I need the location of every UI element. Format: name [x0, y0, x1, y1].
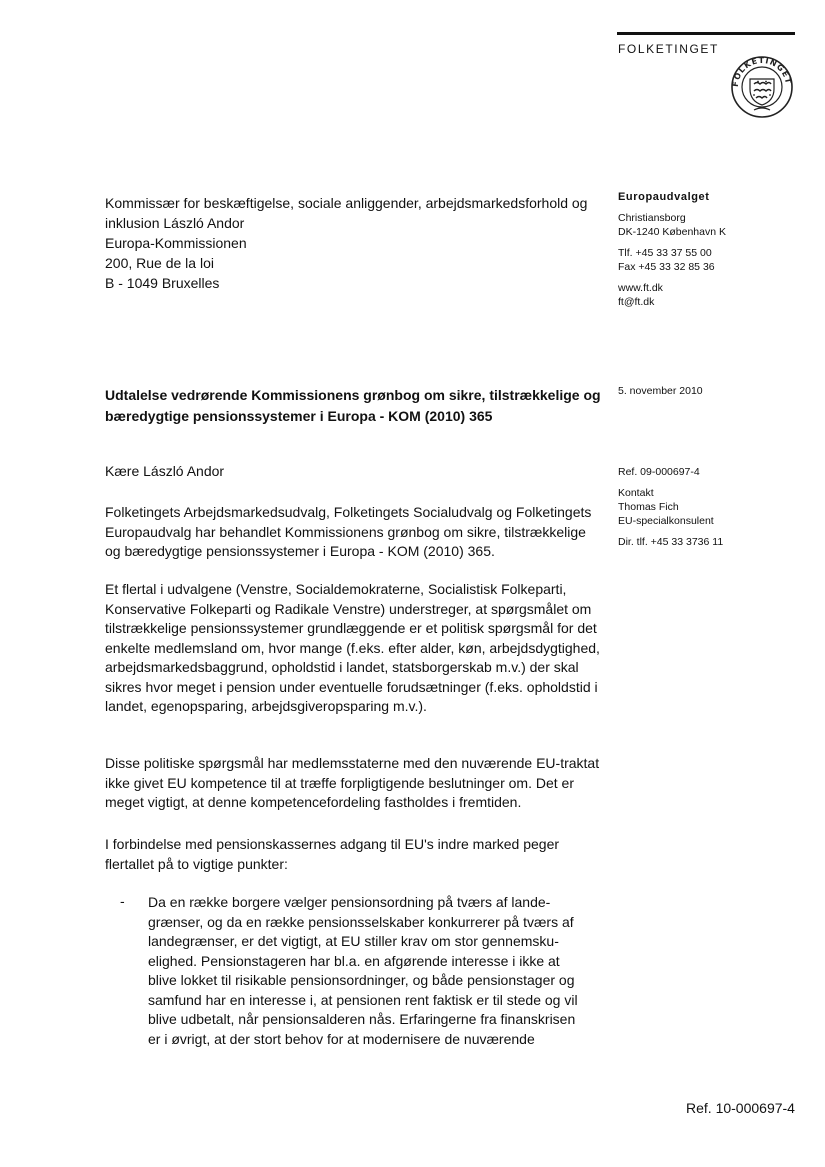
recipient-line: Kommissær for beskæftigelse, sociale anliggender, arbejdsmarkedsforhold og [105, 195, 588, 211]
bullet-item: Da en række borgere vælger pensionsordning på tværs af landegrænser, og da en række pensionsselskaber konkurrerer på tværs af landegrænser, er det vigtigt, at EU stiller krav om stor gennemskuelighed. Pensionstageren har bl.a. en afgørende interesse i ikke at blive lokket til risikable pensionsordninger, og både pensionstager og samfund har en interesse i, at pensionen rent faktisk er til stede og vil blive udbetalt, når pensionsalderen nås. Erfaringerne fra finanskrisen er i øvrigt, at der stort behov for at modernisere de nuværende [148, 894, 578, 1047]
bullet-marker: - [120, 893, 125, 909]
seal-text: FOLKETINGET [730, 55, 793, 88]
contact-label: Kontakt [618, 487, 654, 499]
recipient-line: B - 1049 Bruxelles [105, 275, 220, 291]
sender-email-link[interactable]: ft@ft.dk [618, 296, 655, 308]
recipient-line: 200, Rue de la loi [105, 255, 214, 271]
body-paragraph: Disse politiske spørgsmål har medlemsstaterne med den nuværende EU-traktat ikke givet EU kompetence til at træffe forpligtigende beslutninger om. Det er meget vigtigt, at denne kompetencefordeling fastholdes i fremtiden. [105, 755, 600, 810]
header-rule [617, 32, 795, 35]
contact-title: EU-specialkonsulent [618, 515, 714, 527]
folketinget-seal-icon [730, 55, 794, 119]
body-paragraph: I forbindelse med pensionskassernes adgang til EU's indre marked peger flertallet på to vigtige punkter: [105, 836, 560, 872]
footer-reference: Ref. 10-000697-4 [686, 1100, 795, 1116]
recipient-line: inklusion László Andor [105, 215, 245, 231]
recipient-line: Europa-Kommissionen [105, 235, 247, 251]
salutation: Kære László Andor [105, 463, 225, 479]
sender-fax: Fax +45 33 32 85 36 [618, 261, 715, 273]
letter-subject: Udtalelse vedrørende Kommissionens grønbog om sikre, tilstrækkelige og bæredygtige pensionssystemer i Europa - KOM (2010) 365 [105, 387, 601, 424]
sender-address-line: Christiansborg [618, 212, 686, 224]
sender-committee: Europaudvalget [618, 191, 710, 203]
org-name: FOLKETINGET [618, 42, 719, 56]
sender-phone: Tlf. +45 33 37 55 00 [618, 247, 712, 259]
sender-website-link[interactable]: www.ft.dk [618, 282, 663, 294]
recipient-address [105, 193, 587, 293]
letter-date: 5. november 2010 [618, 385, 703, 397]
body-paragraph: Folketingets Arbejdsmarkedsudvalg, Folketingets Socialudvalg og Folketingets Europaudvalg har behandlet Kommissionens grønbog om sikre, tilstrækkelige og bæredygtige pensionssystemer i Europa - KOM (2010) 365. [105, 504, 592, 559]
contact-direct-phone: Dir. tlf. +45 33 3736 11 [618, 536, 724, 548]
contact-reference: Ref. 09-000697-4 [618, 466, 700, 478]
body-paragraph: Et flertal i udvalgene (Venstre, Socialdemokraterne, Socialistisk Folkeparti, Konservative Folkeparti og Radikale Venstre) understreger, at spørgsmålet om tilstrækkelige pensionssystemer grundlæggende er et politisk spørgsmål for det enkelte medlemsland om, hvor mange (f.eks. efter alder, køn, arbejdsdygtighed, arbejdsmarkedsbaggrund, opholdstid i landet, statsborgerskab m.v.) der skal sikres hvor meget i pension under eventuelle forudsætninger (f.eks. opholdstid i landet, egenopsparing, arbejdsgiveropsparing m.v.). [105, 581, 600, 714]
sender-address-line: DK-1240 København K [618, 226, 726, 238]
contact-name: Thomas Fich [618, 501, 679, 513]
